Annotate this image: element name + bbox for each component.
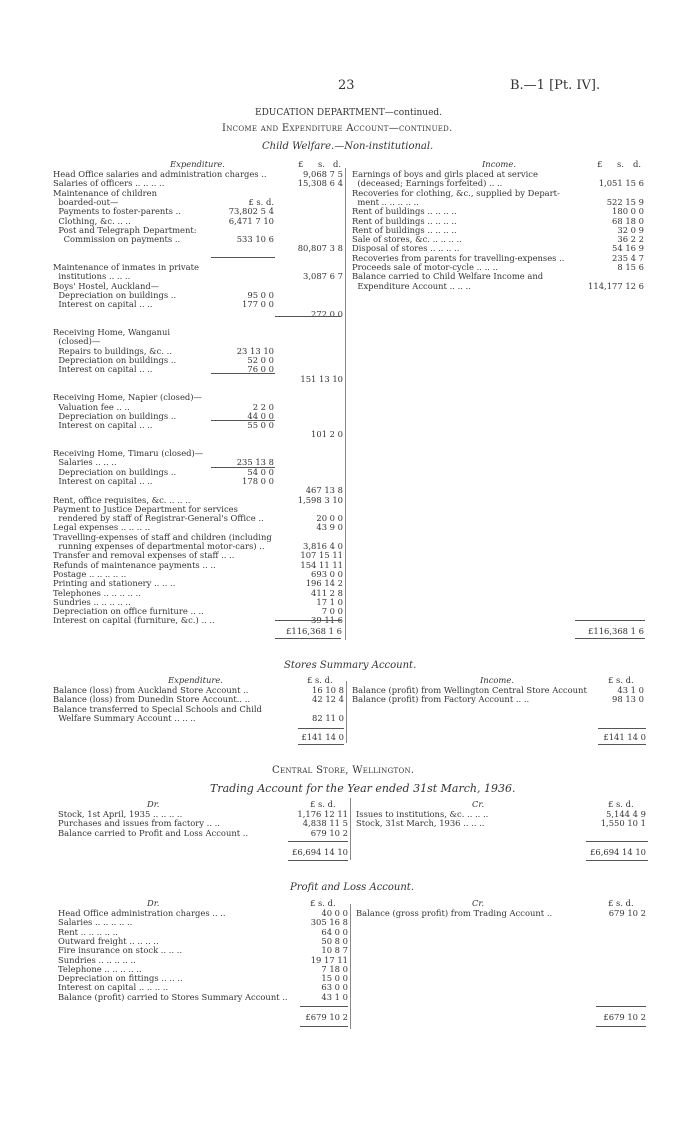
row-amount: 235 4 7 <box>612 252 644 263</box>
row-amount: 2 2 0 <box>252 401 274 412</box>
row-amount: 114,177 12 6 <box>588 280 644 291</box>
row-amount: 43 1 0 <box>321 991 348 1002</box>
row-amount: 52 0 0 <box>247 355 274 365</box>
welfare-col-pound: £ <box>298 159 304 169</box>
row-label: Depreciation on buildings .. <box>53 410 177 421</box>
table-row <box>58 993 349 1002</box>
row-amount: 16 10 8 <box>312 685 344 695</box>
stores-title: Stores Summary Account. <box>284 660 417 671</box>
row-label: Balance (profit) from Factory Account .. .. <box>352 694 530 705</box>
row-label: Travelling-expenses of staff and children (including <box>53 531 272 542</box>
row-amount: 693 0 0 <box>311 568 343 579</box>
row-amount: 10 8 7 <box>321 945 348 956</box>
trading-cr-total: £6,694 14 10 <box>590 847 646 857</box>
table-row <box>53 477 345 486</box>
row-amount: 151 13 10 <box>300 373 343 384</box>
row-amount: 40 0 0 <box>321 908 348 918</box>
table-row <box>53 714 345 723</box>
dept-title: EDUCATION DEPARTMENT—continued. <box>255 108 443 118</box>
row-amount: 305 16 8 <box>310 917 348 928</box>
row-amount: 411 2 8 <box>311 587 343 598</box>
row-amount: 95 0 0 <box>247 289 274 300</box>
welfare-col-shilling: s. <box>318 159 325 169</box>
row-label: ment .. .. .. .. .. <box>352 196 419 207</box>
row-label: Rent of buildings .. .. .. .. <box>352 206 457 217</box>
welfare-inc-col-shilling: s. <box>617 159 624 169</box>
table-row <box>53 616 345 625</box>
row-label: Rent of buildings .. .. .. .. <box>352 215 457 226</box>
row-label: (closed)— <box>53 336 101 347</box>
row-amount: 39 11 6 <box>311 615 343 626</box>
row-label: Balance (loss) from Auckland Store Account .. <box>53 685 249 695</box>
row-label: Commission on payments .. <box>53 234 181 245</box>
row-amount: 178 0 0 <box>242 475 274 486</box>
row-amount: 522 15 9 <box>606 196 644 207</box>
row-amount: 54 0 0 <box>247 466 274 477</box>
row-label: Expenditure Account .. .. .. <box>352 280 471 291</box>
row-amount: 1,598 3 10 <box>297 494 343 505</box>
row-label: Stock, 1st April, 1935 .. .. .. .. <box>58 809 183 819</box>
table-row <box>53 375 345 384</box>
pl-dr-total: £679 10 2 <box>305 1012 348 1022</box>
pl-cr-total: £679 10 2 <box>603 1012 646 1022</box>
row-label: Boys' Hostel, Auckland— <box>53 280 160 291</box>
row-label: running expenses of departmental motor-cars) .. <box>53 541 265 551</box>
row-amount: 64 0 0 <box>321 926 348 937</box>
row-amount: 9,068 7 5 <box>303 169 343 179</box>
row-amount: 32 0 9 <box>617 224 644 235</box>
row-label: Balance (loss) from Dunedin Store Account.. .. <box>53 694 251 705</box>
welfare-inc-heading: Income. <box>482 159 516 169</box>
row-amount: 6,471 7 10 <box>228 215 274 226</box>
row-label: Salaries .. .. .. <box>53 457 117 468</box>
row-label: Rent of buildings .. .. .. .. <box>352 224 457 235</box>
row-label: Proceeds sale of motor-cycle .. .. .. <box>352 262 498 272</box>
row-amount: 272 0 0 <box>311 308 343 319</box>
row-label: Rent .. .. .. .. .. <box>58 926 118 937</box>
stores-inc-cols: £ s. d. <box>608 675 634 685</box>
row-amount: 196 14 2 <box>305 578 343 589</box>
row-label: Balance (gross profit) from Trading Account .. <box>356 908 553 918</box>
row-label: Interest on capital .. .. <box>53 364 153 375</box>
row-amount: 7 0 0 <box>321 606 343 617</box>
row-label: Sundries .. .. .. .. .. <box>53 596 131 607</box>
row-amount: 63 0 0 <box>321 982 348 993</box>
trading-cr-cols: £ s. d. <box>608 799 634 809</box>
row-label: Fire insurance on stock .. .. .. <box>58 945 183 956</box>
table-row <box>53 300 345 309</box>
row-label: Outward freight .. .. .. .. <box>58 935 159 946</box>
row-amount: 7 18 0 <box>321 963 348 974</box>
row-label: Salaries of officers .. .. .. .. <box>53 178 165 189</box>
stores-inc-heading: Income. <box>480 675 514 685</box>
welfare-exp-heading: Expenditure. <box>170 159 225 169</box>
central-store-title: Central Store, Wellington. <box>272 765 415 776</box>
table-row <box>53 244 345 253</box>
row-amount: 98 13 0 <box>612 694 644 705</box>
table-row <box>352 695 644 704</box>
account-title: Income and Expenditure Account—continued. <box>222 123 453 134</box>
row-label: Depreciation on fittings .. .. .. <box>58 973 183 984</box>
row-amount: 42 12 4 <box>312 694 344 705</box>
row-amount: 20 0 0 <box>316 513 343 524</box>
row-label: Post and Telegraph Department: <box>53 224 197 235</box>
row-label: Legal expenses .. .. .. .. <box>53 522 151 533</box>
row-amount: 43 9 0 <box>316 522 343 533</box>
row-label: Receiving Home, Timaru (closed)— <box>53 448 204 458</box>
row-amount: 1,051 15 6 <box>598 178 644 189</box>
row-label: Interest on capital .. .. .. .. <box>58 982 169 993</box>
row-label: Balance carried to Child Welfare Income and <box>352 271 544 282</box>
row-label: Depreciation on buildings .. <box>53 466 177 477</box>
welfare-col-pence: d. <box>333 159 342 169</box>
trading-dr-cols: £ s. d. <box>310 799 336 809</box>
row-amount: 43 1 0 <box>617 685 644 695</box>
row-amount: 68 18 0 <box>612 215 644 226</box>
row-label: Recoveries for clothing, &c., supplied by Depart- <box>352 187 560 198</box>
section-title: Child Welfare.—Non-institutional. <box>262 141 434 152</box>
row-label: Balance carried to Profit and Loss Account .. <box>58 827 249 838</box>
row-label: Maintenance of children <box>53 187 158 198</box>
row-amount: 107 15 11 <box>300 550 343 561</box>
row-amount: 235 13 8 <box>236 457 274 468</box>
row-label: Balance (profit) from Wellington Central Store Account <box>352 685 587 695</box>
welfare-inc-total: £116,368 1 6 <box>588 626 644 636</box>
row-amount: 101 2 0 <box>311 429 343 440</box>
row-label: Payments to foster-parents .. <box>53 206 181 217</box>
row-label: Depreciation on buildings .. <box>53 289 177 300</box>
row-label: Repairs to buildings, &c. .. <box>53 345 172 356</box>
row-label: Depreciation on buildings .. <box>53 355 177 365</box>
row-amount: 8 15 6 <box>617 262 644 272</box>
table-row <box>58 829 349 838</box>
row-amount: 15 0 0 <box>321 973 348 984</box>
row-label: Purchases and issues from factory .. .. <box>58 818 220 829</box>
row-amount: 76 0 0 <box>247 364 274 375</box>
row-amount: 467 13 8 <box>305 485 343 496</box>
row-amount: 180 0 0 <box>612 206 644 217</box>
row-label: Stock, 31st March, 1936 .. .. .. <box>356 818 485 829</box>
pl-dr-cols: £ s. d. <box>310 898 336 908</box>
table-row <box>352 282 644 291</box>
row-label: Depreciation on office furniture .. .. <box>53 606 204 617</box>
row-label: Disposal of stores .. .. .. .. <box>352 243 460 254</box>
row-amount: 1,176 12 11 <box>297 809 348 819</box>
page-number: 23 <box>338 78 355 93</box>
row-label: Sundries .. .. .. .. .. <box>58 954 136 965</box>
row-label: Sale of stores, &c. .. .. .. .. <box>352 234 462 245</box>
row-label: Interest on capital .. .. <box>53 475 153 486</box>
trading-account-title: Trading Account for the Year ended 31st March, 1936. <box>210 782 516 795</box>
row-amount: 4,838 11 5 <box>302 818 348 829</box>
row-label: Refunds of maintenance payments .. .. <box>53 559 216 570</box>
row-label: Earnings of boys and girls placed at service <box>352 169 538 179</box>
row-amount: 55 0 0 <box>247 420 274 431</box>
row-label: Interest on capital .. .. <box>53 299 153 310</box>
row-amount: 50 8 0 <box>321 935 348 946</box>
table-row <box>356 819 647 828</box>
row-label: Interest on capital .. .. <box>53 420 153 431</box>
row-amount: 17 1 0 <box>316 596 343 607</box>
row-label: rendered by staff of Registrar-General's Office .. <box>53 513 264 524</box>
row-amount: 3,816 4 0 <box>303 541 343 551</box>
pl-title: Profit and Loss Account. <box>290 882 415 893</box>
document-reference: B.—1 [Pt. IV]. <box>510 78 601 93</box>
welfare-inc-col-pence: d. <box>633 159 642 169</box>
row-amount: 15,308 6 4 <box>297 178 343 189</box>
row-label: institutions .. .. .. <box>53 271 131 282</box>
row-label: Salaries .. .. .. .. .. <box>58 917 133 928</box>
row-label: Postage .. .. .. .. .. <box>53 568 127 579</box>
row-label: Issues to institutions, &c. .. .. .. <box>356 809 489 819</box>
row-label: Head Office salaries and administration charges .. <box>53 169 267 179</box>
row-label: Printing and stationery .. .. .. <box>53 578 176 589</box>
table-row <box>53 310 345 319</box>
row-label: Head Office administration charges .. .. <box>58 908 226 918</box>
welfare-exp-total: £116,368 1 6 <box>286 626 342 636</box>
pl-cr-cols: £ s. d. <box>608 898 634 908</box>
row-label: Rent, office requisites, &c. .. .. .. <box>53 494 191 505</box>
row-label: Clothing, &c. .. .. <box>53 215 131 226</box>
row-amount: 154 11 11 <box>300 559 343 570</box>
row-label: Telephone .. .. .. .. .. <box>58 963 142 974</box>
row-amount: 5,144 4 9 <box>606 809 646 819</box>
row-amount: 3,087 6 7 <box>303 271 343 282</box>
row-label: Recoveries from parents for travelling-expenses .. <box>352 252 565 263</box>
row-amount: £ s. d. <box>248 196 274 207</box>
table-row <box>53 421 345 430</box>
row-amount: 73,802 5 4 <box>228 206 274 217</box>
row-label: Payment to Justice Department for services <box>53 503 238 514</box>
trading-dr-total: £6,694 14 10 <box>292 847 348 857</box>
trading-dr-label: Dr. <box>147 799 160 809</box>
stores-exp-cols: £ s. d. <box>307 675 333 685</box>
row-amount: 1,550 10 1 <box>600 818 646 829</box>
row-amount: 679 10 2 <box>608 908 646 918</box>
row-amount: 36 2 2 <box>617 234 644 245</box>
row-label: Receiving Home, Wanganui <box>53 327 171 338</box>
row-amount: 177 0 0 <box>242 299 274 310</box>
stores-exp-total: £141 14 0 <box>301 732 344 742</box>
row-label: Telephones .. .. .. .. .. <box>53 587 141 598</box>
trading-cr-label: Cr. <box>472 799 485 809</box>
row-amount: 80,807 3 8 <box>297 243 343 254</box>
row-label: Balance (profit) carried to Stores Summary Account .. <box>58 991 288 1002</box>
row-amount: 533 10 6 <box>236 234 274 245</box>
row-amount: 44 0 0 <box>247 410 274 421</box>
stores-inc-total: £141 14 0 <box>603 732 646 742</box>
row-label: (deceased; Earnings forfeited) .. .. <box>352 178 503 189</box>
table-row <box>356 909 647 918</box>
row-amount: 19 17 11 <box>310 954 348 965</box>
row-label: Valuation fee .. .. <box>53 401 130 412</box>
stores-exp-heading: Expenditure. <box>168 675 223 685</box>
table-row <box>53 430 345 439</box>
row-amount: 679 10 2 <box>310 827 348 838</box>
row-label: Maintenance of inmates in private <box>53 262 199 272</box>
row-label: Balance transferred to Special Schools and Child <box>53 703 262 714</box>
row-label: Welfare Summary Account .. .. .. <box>53 712 196 723</box>
row-amount: 54 16 9 <box>612 243 644 254</box>
row-label: Receiving Home, Napier (closed)— <box>53 392 202 403</box>
row-label: boarded-out— <box>53 196 119 207</box>
pl-cr-label: Cr. <box>472 898 485 908</box>
welfare-inc-col-pound: £ <box>597 159 603 169</box>
row-amount: 82 11 0 <box>312 712 344 723</box>
row-amount: 23 13 10 <box>236 345 274 356</box>
pl-dr-label: Dr. <box>147 898 160 908</box>
row-label: Transfer and removal expenses of staff .. .. <box>53 550 235 561</box>
row-label: Interest on capital (furniture, &c.) .. .. <box>53 615 215 626</box>
